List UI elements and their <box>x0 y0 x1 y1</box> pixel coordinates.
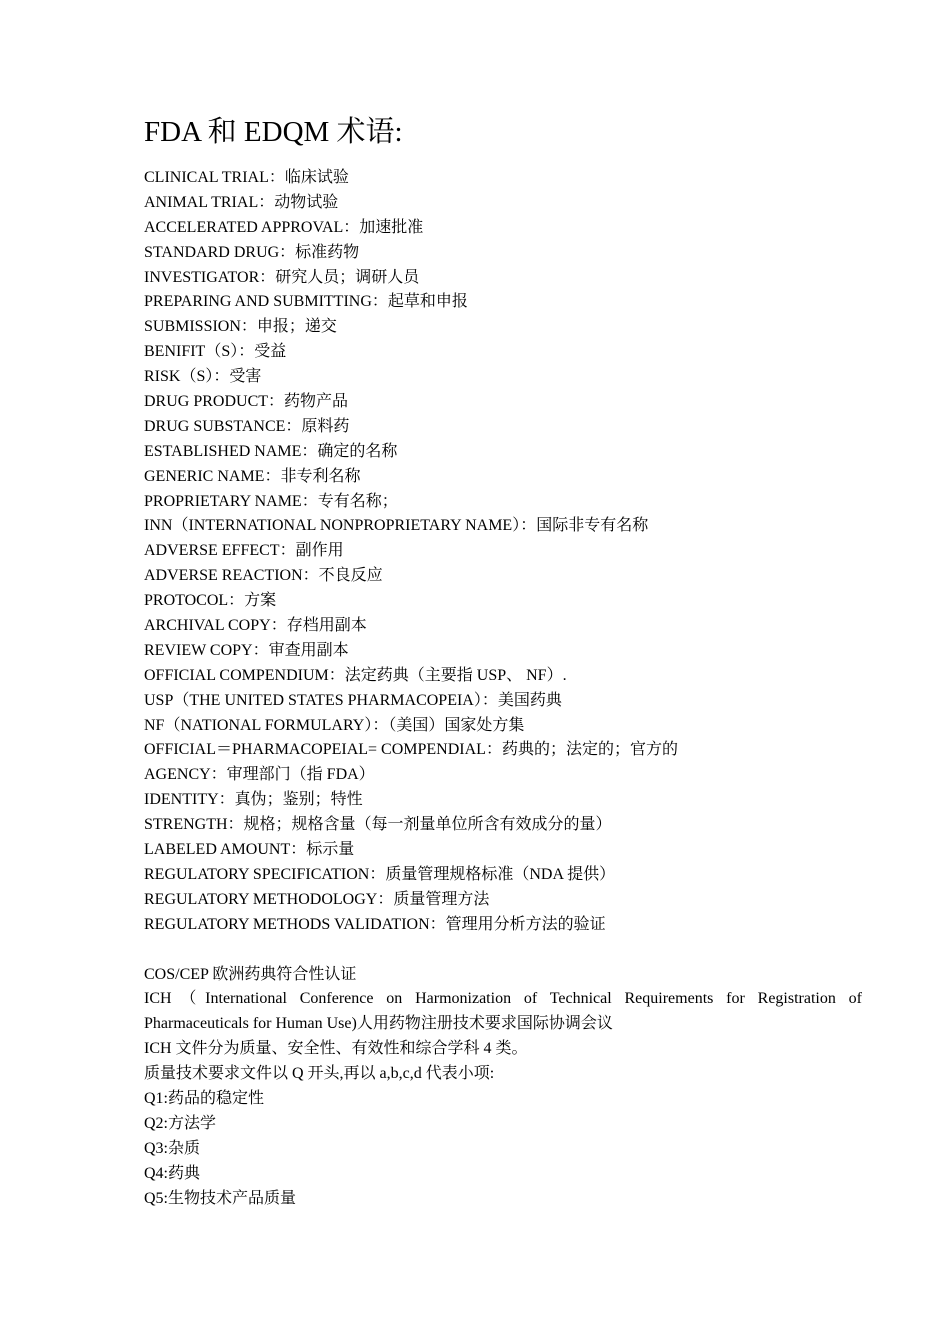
term-line: ACCELERATED APPROVAL：加速批准 <box>144 218 424 236</box>
term-line: PROPRIETARY NAME：专有名称； <box>144 492 398 510</box>
term-line: ARCHIVAL COPY：存档用副本 <box>144 617 367 635</box>
term-line: OFFICIAL COMPENDIUM：法定药典（主要指 USP、 NF）. <box>144 666 567 684</box>
term-line: REGULATORY SPECIFICATION：质量管理规格标准（NDA 提供） <box>144 865 616 883</box>
term-line: INVESTIGATOR：研究人员；调研人员 <box>144 268 420 286</box>
term-line: USP（THE UNITED STATES PHARMACOPEIA）：美国药典 <box>144 691 562 709</box>
term-line: RISK（S）：受害 <box>144 368 262 386</box>
q-item: Q3:杂质 <box>144 1139 201 1157</box>
term-line: CLINICAL TRIAL：临床试验 <box>144 169 349 186</box>
term-line: NF（NATIONAL FORMULARY）：（美国）国家处方集 <box>144 716 525 734</box>
term-line: STRENGTH：规格；规格含量（每一剂量单位所含有效成分的量） <box>144 816 612 834</box>
term-line: SUBMISSION：申报；递交 <box>144 318 337 336</box>
ich-definition-line-2: Pharmaceuticals for Human Use)人用药物注册技术要求国际协调会议 <box>144 1015 613 1033</box>
term-line: DRUG PRODUCT：药物产品 <box>144 393 349 411</box>
q-item: Q4:药典 <box>144 1164 201 1182</box>
page-title: FDA 和 EDQM 术语: <box>144 116 403 148</box>
term-line: DRUG SUBSTANCE：原料药 <box>144 417 350 435</box>
quality-intro-line: 质量技术要求文件以 Q 开头,再以 a,b,c,d 代表小项: <box>144 1065 495 1083</box>
term-line: REGULATORY METHODS VALIDATION：管理用分析方法的验证 <box>144 915 606 933</box>
term-line: ADVERSE EFFECT：副作用 <box>144 542 344 560</box>
term-line: OFFICIAL＝PHARMACOPEIAL= COMPENDIAL：药典的；法定的；官方的 <box>144 741 678 759</box>
term-line: INN（INTERNATIONAL NONPROPRIETARY NAME）：国际非专有名称 <box>144 517 649 535</box>
term-line: ANIMAL TRIAL：动物试验 <box>144 193 339 211</box>
term-line: GENERIC NAME：非专利名称 <box>144 467 361 485</box>
term-line: PROTOCOL：方案 <box>144 592 277 610</box>
q-item: Q5:生物技术产品质量 <box>144 1189 297 1207</box>
q-item: Q1:药品的稳定性 <box>144 1089 265 1107</box>
term-line: LABELED AMOUNT：标示量 <box>144 841 355 859</box>
term-line: REVIEW COPY：审查用副本 <box>144 641 349 659</box>
term-line: PREPARING AND SUBMITTING：起草和申报 <box>144 293 468 311</box>
q-item: Q2:方法学 <box>144 1114 217 1132</box>
term-line: BENIFIT（S）：受益 <box>144 343 287 361</box>
ich-categories-line: ICH 文件分为质量、安全性、有效性和综合学科 4 类。 <box>144 1040 528 1058</box>
term-line: IDENTITY：真伪；鉴别；特性 <box>144 791 363 809</box>
term-line: STANDARD DRUG：标准药物 <box>144 243 360 261</box>
term-line: ESTABLISHED NAME：确定的名称 <box>144 442 398 460</box>
ich-definition-line-1: ICH（International Conference on Harmonization of Technical Requirements for Registration of <box>144 990 862 1008</box>
term-line: REGULATORY METHODOLOGY：质量管理方法 <box>144 890 490 908</box>
terms-list <box>144 166 864 1211</box>
term-line: ADVERSE REACTION：不良反应 <box>144 567 383 585</box>
cos-cep-line: COS/CEP 欧洲药典符合性认证 <box>144 965 357 983</box>
blank-line <box>144 938 864 963</box>
term-line: AGENCY：审理部门（指 FDA） <box>144 766 375 784</box>
